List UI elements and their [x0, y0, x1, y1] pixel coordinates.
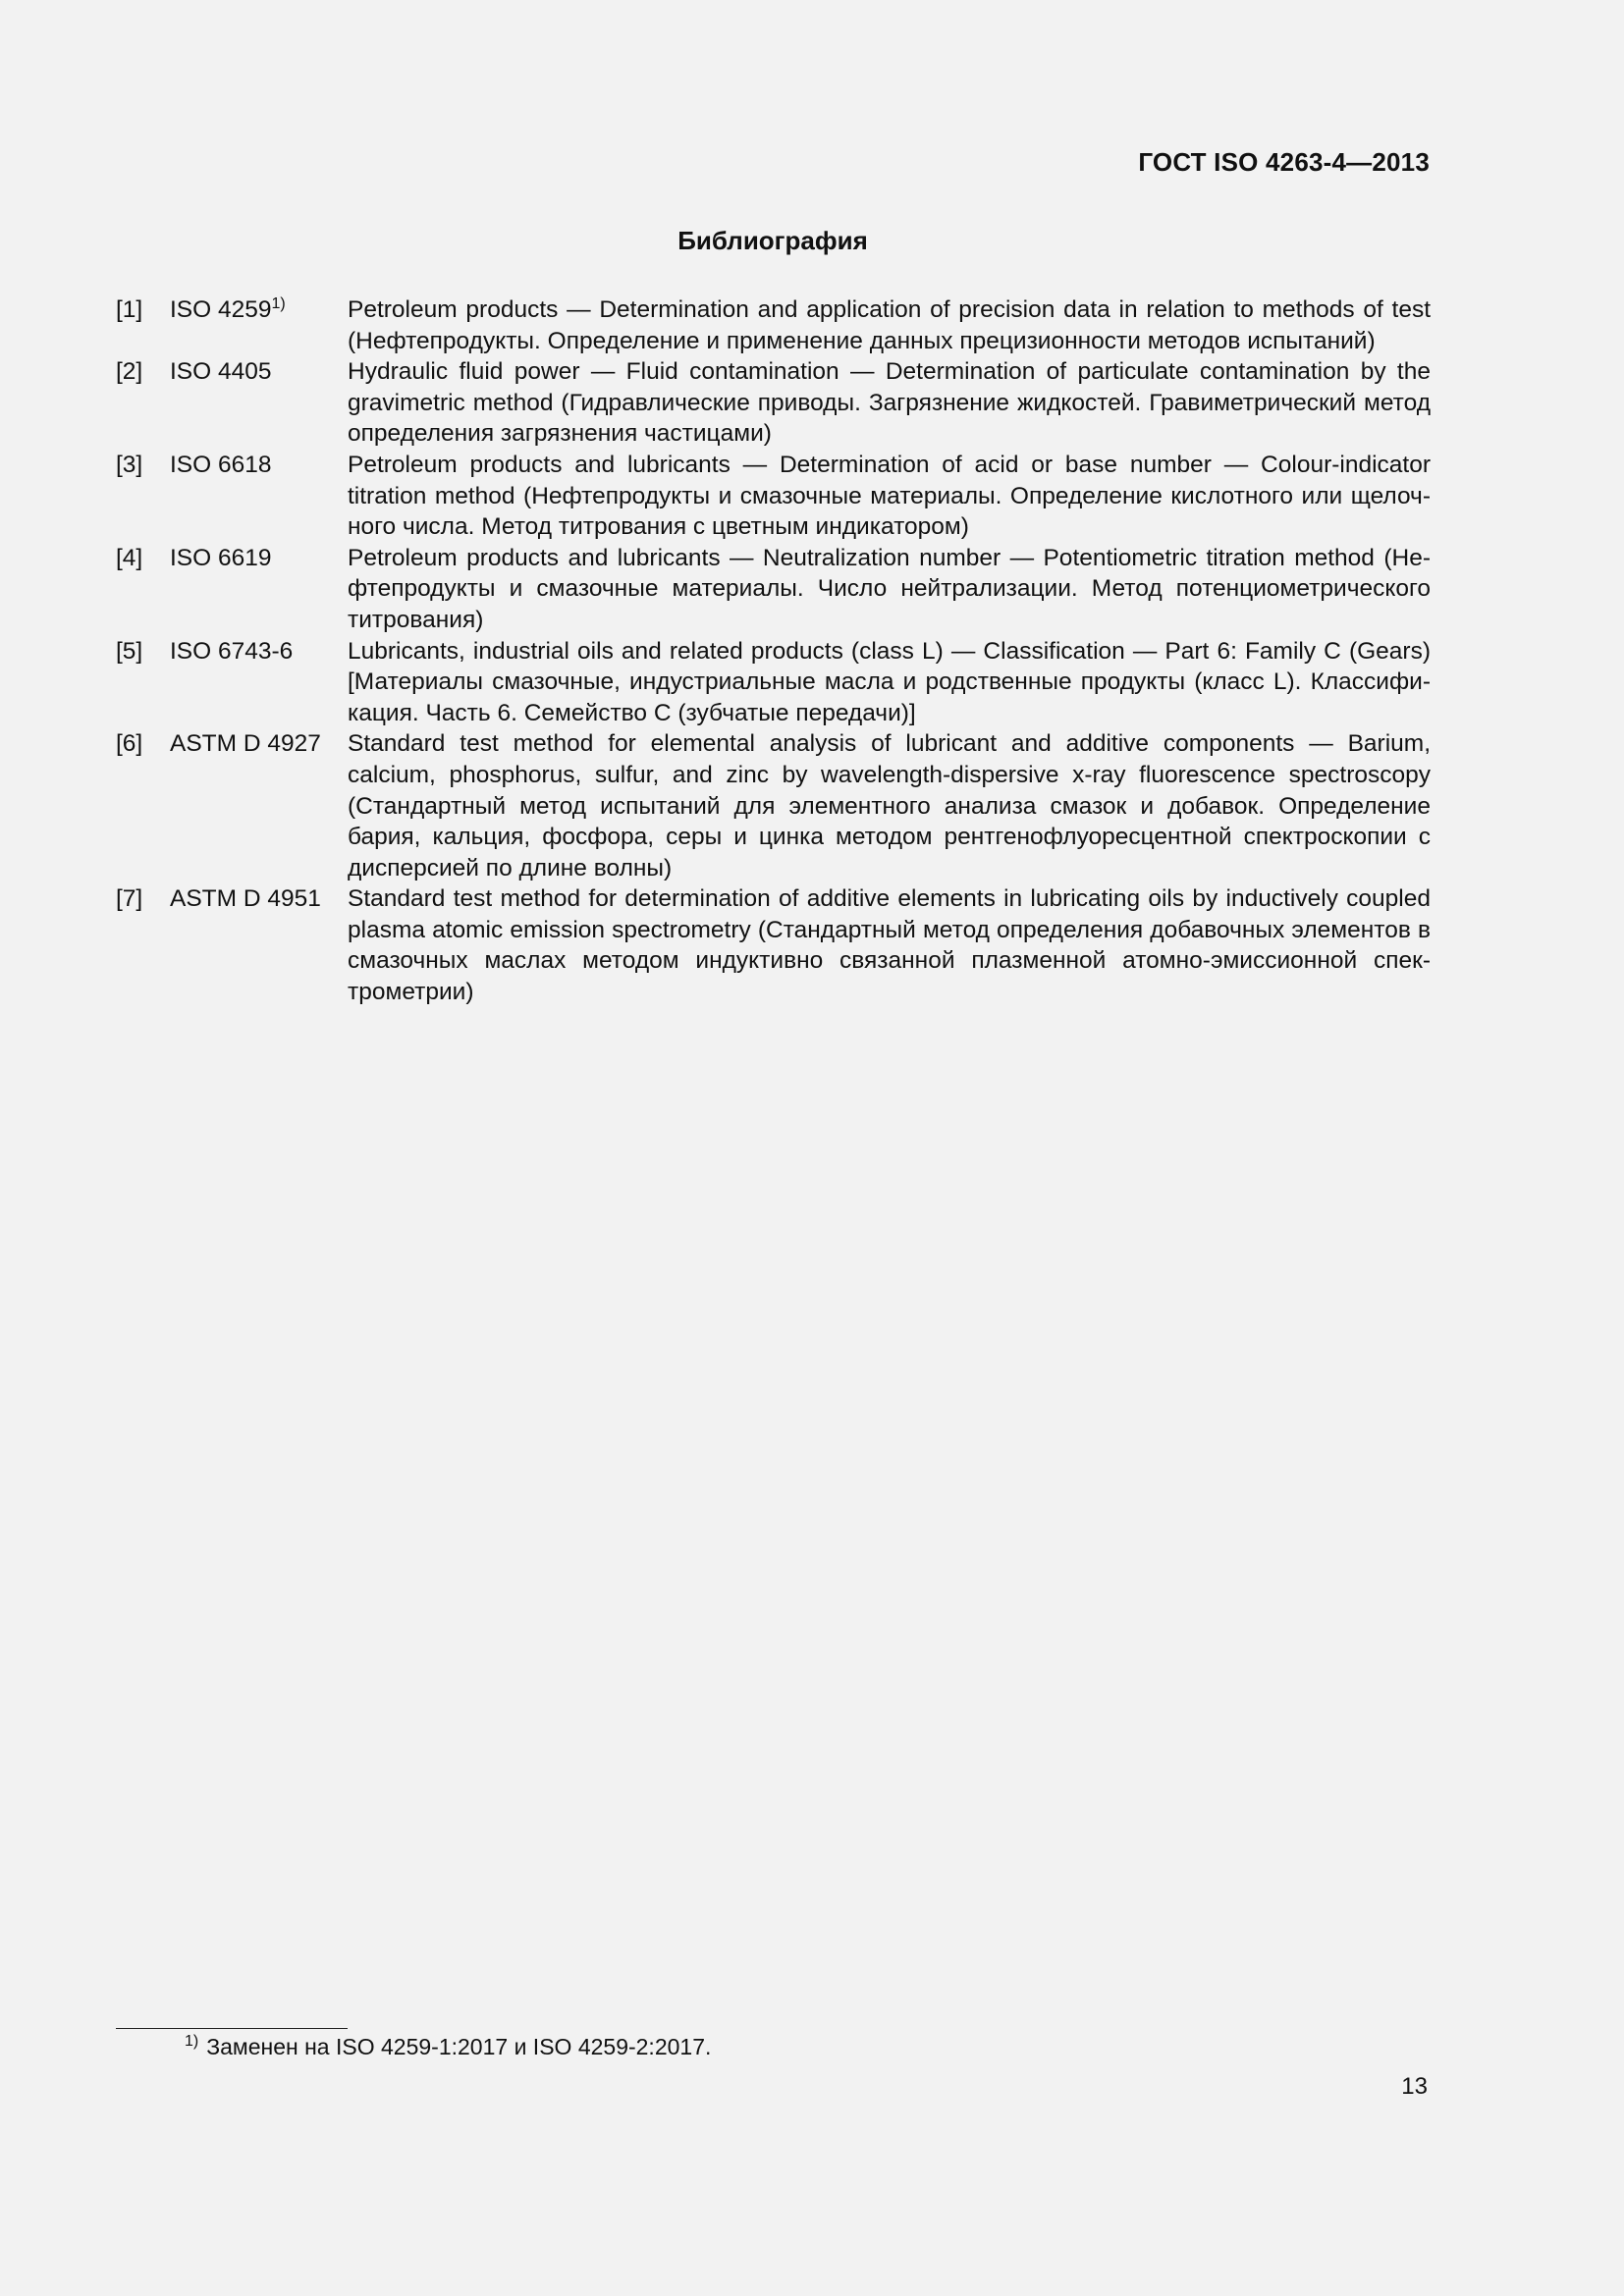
bib-entry-code [170, 728, 348, 883]
bib-entry-description: Standard test method for elemental analysis of lubricant and additive components — Barium, calcium, phosphorus, sulfur, and zinc by wavelength-dispersive x-ray fluorescence spectroscopy (Стандартный метод испытаний для элементного анализа смазок и добавок. Определение бария, кальция, фосфора, серы и цинка методом рентгенофлуоресцентной спектроскопии с дисперсией по длине волны) [348, 730, 1431, 881]
bib-entry-code-text: ISO 6618 [170, 451, 272, 478]
bib-entry-code [170, 883, 348, 1007]
bib-entry-description: Petroleum products and lubricants — Determination of acid or base number — Colour-indicator titration method (Нефтепродукты и смазочные материалы. Определение кислотного или щелочного числа. Метод титрования с цветным индикатором) [348, 451, 1431, 541]
bib-entry-code [170, 450, 348, 543]
footnote [185, 2032, 711, 2061]
bib-entry-description: Standard test method for determination of additive elements in lubricating oils by inductively coupled plasma atomic emission spectrometry (Стандартный метод определения добавочных элементов в смазочных маслах методом индуктивно связанной плазменной атомно-эмиссионной спектрометрии) [348, 885, 1431, 1006]
bib-entry [116, 543, 1431, 636]
bib-entry-description: Petroleum products and lubricants — Neutralization number — Potentiometric titration method (Нефтепродукты и смазочные материалы. Число нейтрализации. Метод потенциометрического титрования) [348, 544, 1431, 633]
footnote-marker: 1) [185, 2033, 199, 2050]
bib-entry-code [170, 636, 348, 729]
footnote-divider [116, 2028, 348, 2029]
bib-entry-code-text: ASTM D 4927 [170, 730, 321, 758]
document-header: ГОСТ ISO 4263-4—2013 [1138, 147, 1430, 177]
bib-entry-description: Petroleum products — Determination and application of precision data in relation to methods of test (Нефтепродукты. Определение и применение данных прецизионности методов испытаний) [348, 296, 1431, 354]
footnote-text: Заменен на ISO 4259-1:2017 и ISO 4259-2:2017. [206, 2034, 712, 2059]
bib-entry-number: [2] [116, 358, 143, 386]
bib-entry-number: [1] [116, 296, 143, 323]
page-number: 13 [1401, 2073, 1428, 2100]
bib-entry-code-text: ASTM D 4951 [170, 885, 321, 913]
bib-entry [116, 356, 1431, 450]
bib-entry-number: [6] [116, 730, 143, 758]
bib-entry [116, 883, 1431, 1007]
bib-entry-code-text: ISO 6743-6 [170, 637, 294, 665]
bib-entry-description: Hydraulic fluid power — Fluid contamination — Determination of particulate contamination by the gravimetric method (Гидравлические приводы. Загрязнение жидкостей. Гравиметрический метод определения загрязнения частицами) [348, 358, 1431, 448]
bib-entry-number: [4] [116, 544, 143, 571]
bib-entry [116, 636, 1431, 729]
bib-entry [116, 450, 1431, 543]
bib-entry-code-text: ISO 4259 [170, 296, 272, 323]
bib-entry [116, 294, 1431, 356]
bib-entry-code-text: ISO 6619 [170, 544, 272, 571]
bib-entry-code-text: ISO 4405 [170, 358, 272, 386]
footnote-reference: 1) [271, 295, 286, 312]
bib-entry-code [170, 356, 348, 450]
bib-entry-number: [7] [116, 885, 143, 913]
bib-entry-code [170, 294, 348, 356]
bib-entry-code [170, 543, 348, 636]
bib-entry-number: [5] [116, 637, 143, 665]
bibliography-list [116, 294, 1431, 1008]
bibliography-title: Библиография [677, 226, 868, 255]
bib-entry [116, 728, 1431, 883]
bib-entry-description: Lubricants, industrial oils and related products (class L) — Classification — Part 6: Family C (Gears) [Материалы смазочные, индустриальные масла и родственные продукты (класс L). Классификация. Часть 6. Семейство С (зубчатые передачи)] [348, 637, 1431, 726]
bib-entry-number: [3] [116, 451, 143, 478]
